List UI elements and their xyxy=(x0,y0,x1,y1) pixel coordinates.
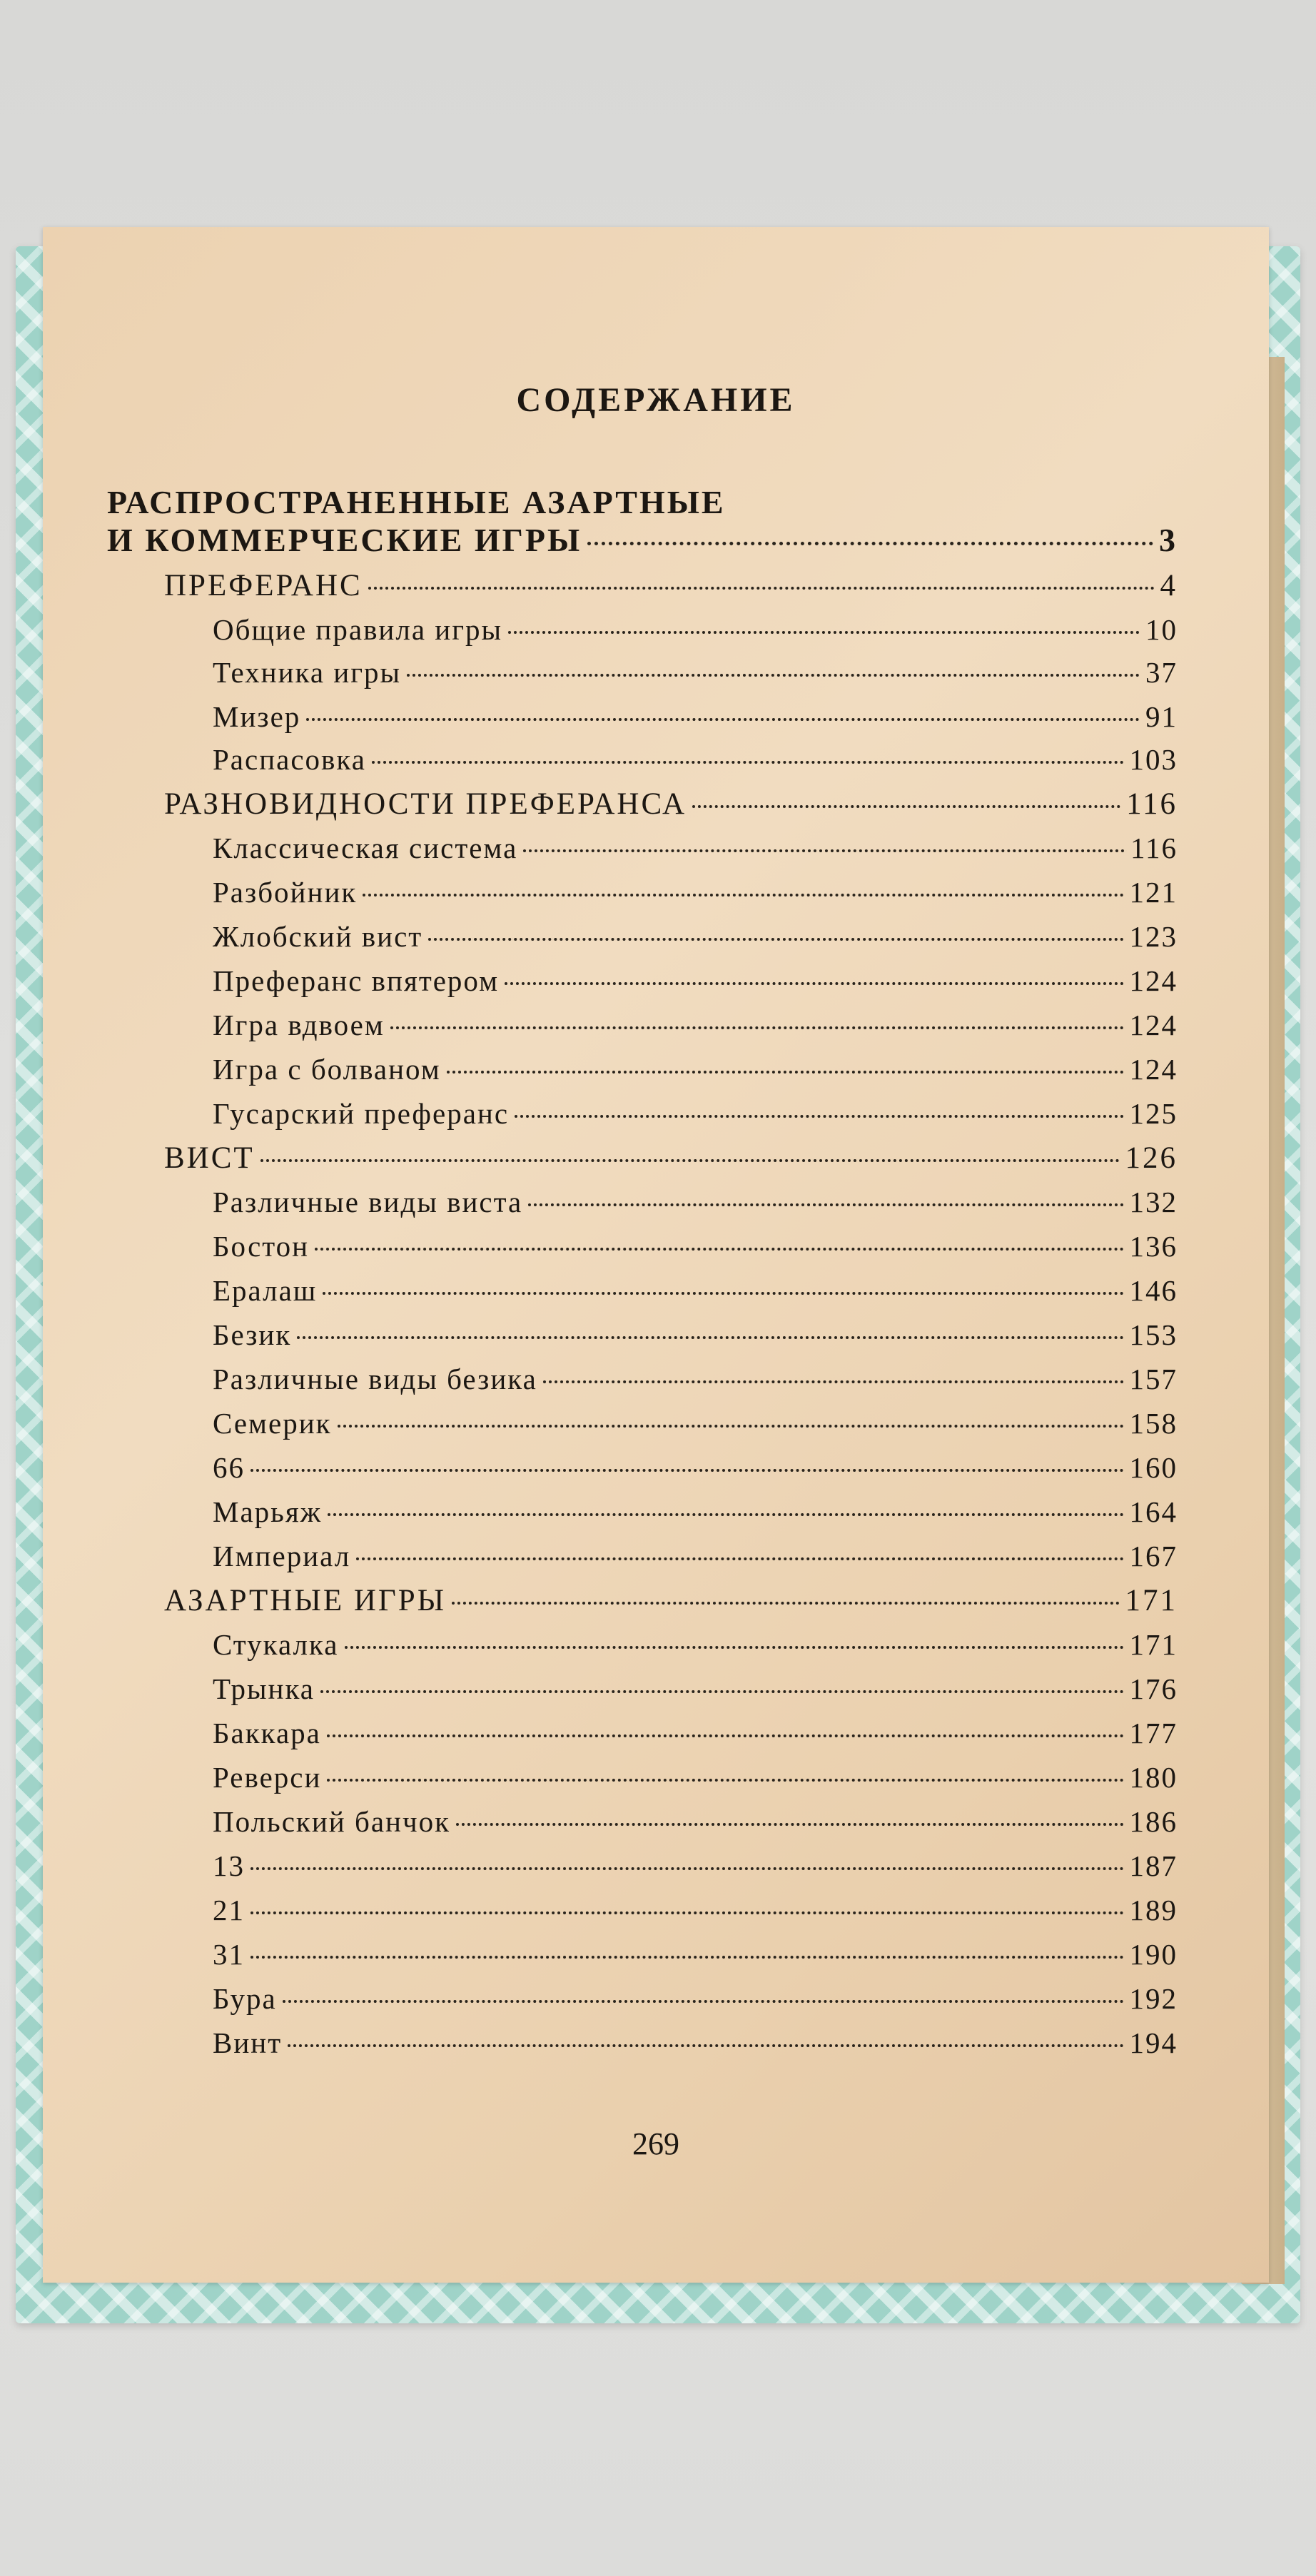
leader-dots xyxy=(587,542,1153,545)
entry-label: Преферанс впятером xyxy=(213,964,500,997)
page-ref: 3 xyxy=(1159,522,1178,558)
toc-entry xyxy=(213,1672,1178,1707)
toc-entry xyxy=(213,1981,1178,2017)
page-ref: 124 xyxy=(1129,964,1178,997)
toc-entry xyxy=(213,1627,1178,1663)
page-ref: 160 xyxy=(1129,1451,1178,1484)
leader-dots xyxy=(327,1734,1124,1737)
entry-label: 31 xyxy=(213,1938,245,1971)
entry-label: Игра с болваном xyxy=(213,1053,441,1086)
toc-entry xyxy=(213,1185,1178,1221)
toc-entry xyxy=(164,1583,1178,1619)
entry-label: Трынка xyxy=(213,1672,315,1705)
entry-label: Гусарский преферанс xyxy=(213,1097,510,1130)
page-ref: 124 xyxy=(1129,1053,1178,1086)
page-ref: 192 xyxy=(1129,1982,1178,2015)
leader-dots xyxy=(543,1380,1124,1383)
toc-entry xyxy=(164,568,1178,604)
entry-label: Империал xyxy=(213,1540,351,1572)
entry-label: Ералаш xyxy=(213,1274,318,1307)
toc-entry xyxy=(213,1229,1178,1265)
page-ref: 186 xyxy=(1129,1805,1178,1838)
leader-dots xyxy=(508,631,1140,634)
toc-entry xyxy=(213,1450,1178,1486)
page-ref: 164 xyxy=(1129,1495,1178,1528)
leader-dots xyxy=(338,1425,1124,1428)
toc-entry xyxy=(213,831,1178,867)
leader-dots xyxy=(320,1690,1124,1693)
toc-entry xyxy=(213,612,1178,648)
toc-entry xyxy=(213,1273,1178,1309)
page-ref: 180 xyxy=(1129,1761,1178,1794)
entry-label: РАЗНОВИДНОСТИ ПРЕФЕРАНСА xyxy=(164,787,687,821)
leader-dots xyxy=(250,1911,1124,1914)
page-ref: 124 xyxy=(1129,1009,1178,1041)
toc-entry xyxy=(213,1052,1178,1088)
entry-label: АЗАРТНЫЕ ИГРЫ xyxy=(164,1584,447,1617)
leader-dots xyxy=(283,2000,1124,2003)
entry-label: ВИСТ xyxy=(164,1141,255,1175)
toc-entry xyxy=(213,1893,1178,1929)
leader-dots xyxy=(328,1513,1123,1516)
toc-entry xyxy=(213,964,1178,999)
toc-entry xyxy=(213,1318,1178,1353)
page-ref: 126 xyxy=(1125,1141,1178,1175)
page-ref: 194 xyxy=(1129,2026,1178,2059)
toc-entry xyxy=(213,1849,1178,1884)
leader-dots xyxy=(315,1248,1123,1251)
page-ref: 116 xyxy=(1126,787,1178,821)
toc-entry xyxy=(213,1495,1178,1530)
toc-entry xyxy=(213,742,1178,778)
section-heading-line2: И КОММЕРЧЕСКИЕ ИГРЫ xyxy=(107,522,582,558)
leader-dots xyxy=(515,1115,1123,1118)
leader-dots xyxy=(250,1956,1124,1959)
toc-entry xyxy=(213,875,1178,911)
entry-label: 66 xyxy=(213,1451,245,1484)
leader-dots xyxy=(356,1557,1123,1560)
leader-dots xyxy=(528,1203,1123,1206)
toc-entry xyxy=(213,1096,1178,1132)
leader-dots xyxy=(692,805,1120,808)
leader-dots xyxy=(345,1646,1124,1649)
toc-entry xyxy=(213,1804,1178,1840)
leader-dots xyxy=(456,1823,1123,1826)
entry-label: Марьяж xyxy=(213,1495,323,1528)
leader-dots xyxy=(407,674,1140,677)
page-ref: 10 xyxy=(1145,613,1178,646)
leader-dots xyxy=(288,2044,1123,2047)
entry-label: Классическая система xyxy=(213,832,518,864)
leader-dots xyxy=(306,718,1140,721)
entry-label: ПРЕФЕРАНС xyxy=(164,569,363,602)
page-ref: 176 xyxy=(1129,1672,1178,1705)
page-ref: 153 xyxy=(1129,1318,1178,1351)
entry-label: Техника игры xyxy=(213,656,402,689)
entry-label: Польский банчок xyxy=(213,1805,451,1838)
entry-label: Бура xyxy=(213,1982,277,2015)
leader-dots xyxy=(327,1779,1123,1782)
entry-label: Винт xyxy=(213,2026,283,2059)
entry-label: Бостон xyxy=(213,1230,310,1263)
entry-label: Мизер xyxy=(213,700,301,733)
entry-label: Игра вдвоем xyxy=(213,1009,385,1041)
leader-dots xyxy=(372,761,1124,764)
page-ref: 116 xyxy=(1130,832,1178,864)
toc-entry xyxy=(213,1760,1178,1796)
page-ref: 167 xyxy=(1129,1540,1178,1572)
page-ref: 189 xyxy=(1129,1894,1178,1926)
entry-label: Баккара xyxy=(213,1717,321,1749)
page-ref: 121 xyxy=(1129,876,1178,909)
page-ref: 171 xyxy=(1125,1584,1178,1617)
entry-label: Разбойник xyxy=(213,876,358,909)
leader-dots xyxy=(428,938,1123,941)
entry-label: Различные виды безика xyxy=(213,1363,537,1395)
page-ref: 125 xyxy=(1129,1097,1178,1130)
page-ref: 123 xyxy=(1129,920,1178,953)
toc-row-section xyxy=(107,521,1178,565)
toc-entry xyxy=(213,919,1178,955)
leader-dots xyxy=(250,1469,1124,1472)
entry-label: 21 xyxy=(213,1894,245,1926)
entry-label: Стукалка xyxy=(213,1628,339,1661)
leader-dots xyxy=(523,849,1125,852)
entry-label: Общие правила игры xyxy=(213,613,503,646)
toc-entry xyxy=(213,1539,1178,1575)
page-ref: 103 xyxy=(1129,743,1178,776)
page-number: 269 xyxy=(632,2126,679,2161)
entry-label: 13 xyxy=(213,1849,245,1882)
page-ref: 171 xyxy=(1129,1628,1178,1661)
page-ref: 158 xyxy=(1129,1407,1178,1440)
leader-dots xyxy=(452,1602,1119,1605)
page-ref: 157 xyxy=(1129,1363,1178,1395)
entry-label: Безик xyxy=(213,1318,292,1351)
toc-entry xyxy=(213,699,1178,735)
toc-entry xyxy=(213,655,1178,691)
leader-dots xyxy=(368,587,1155,590)
toc-entry xyxy=(213,1406,1178,1442)
section-heading-line1: РАСПРОСТРАНЕННЫЕ АЗАРТНЫЕ xyxy=(107,484,726,520)
book-page xyxy=(43,227,1269,2283)
toc-entry xyxy=(213,1937,1178,1973)
toc-entry xyxy=(164,1141,1178,1176)
leader-dots xyxy=(250,1867,1124,1870)
leader-dots xyxy=(297,1336,1123,1339)
page-ref: 136 xyxy=(1129,1230,1178,1263)
leader-dots xyxy=(447,1071,1124,1074)
entry-label: Реверси xyxy=(213,1761,322,1794)
page-ref: 37 xyxy=(1145,656,1178,689)
leader-dots xyxy=(260,1159,1120,1162)
leader-dots xyxy=(323,1292,1123,1295)
page-ref: 91 xyxy=(1145,700,1178,733)
entry-label: Семерик xyxy=(213,1407,332,1440)
entry-label: Жлобский вист xyxy=(213,920,423,953)
toc-title: СОДЕРЖАНИЕ xyxy=(516,381,796,419)
leader-dots xyxy=(363,894,1123,896)
toc-entry xyxy=(213,1716,1178,1752)
leader-dots xyxy=(390,1026,1124,1029)
toc-entry xyxy=(213,2026,1178,2061)
page-ref: 190 xyxy=(1129,1938,1178,1971)
page-ref: 146 xyxy=(1129,1274,1178,1307)
entry-label: Различные виды виста xyxy=(213,1186,523,1218)
entry-label: Распасовка xyxy=(213,743,366,776)
page-ref: 177 xyxy=(1129,1717,1178,1749)
page-ref: 187 xyxy=(1129,1849,1178,1882)
page-ref: 4 xyxy=(1160,569,1178,602)
toc-entry xyxy=(213,1362,1178,1398)
toc-entry xyxy=(213,1008,1178,1044)
page-ref: 132 xyxy=(1129,1186,1178,1218)
toc-entry xyxy=(164,787,1178,822)
section-heading xyxy=(107,480,1178,525)
leader-dots xyxy=(505,982,1123,985)
